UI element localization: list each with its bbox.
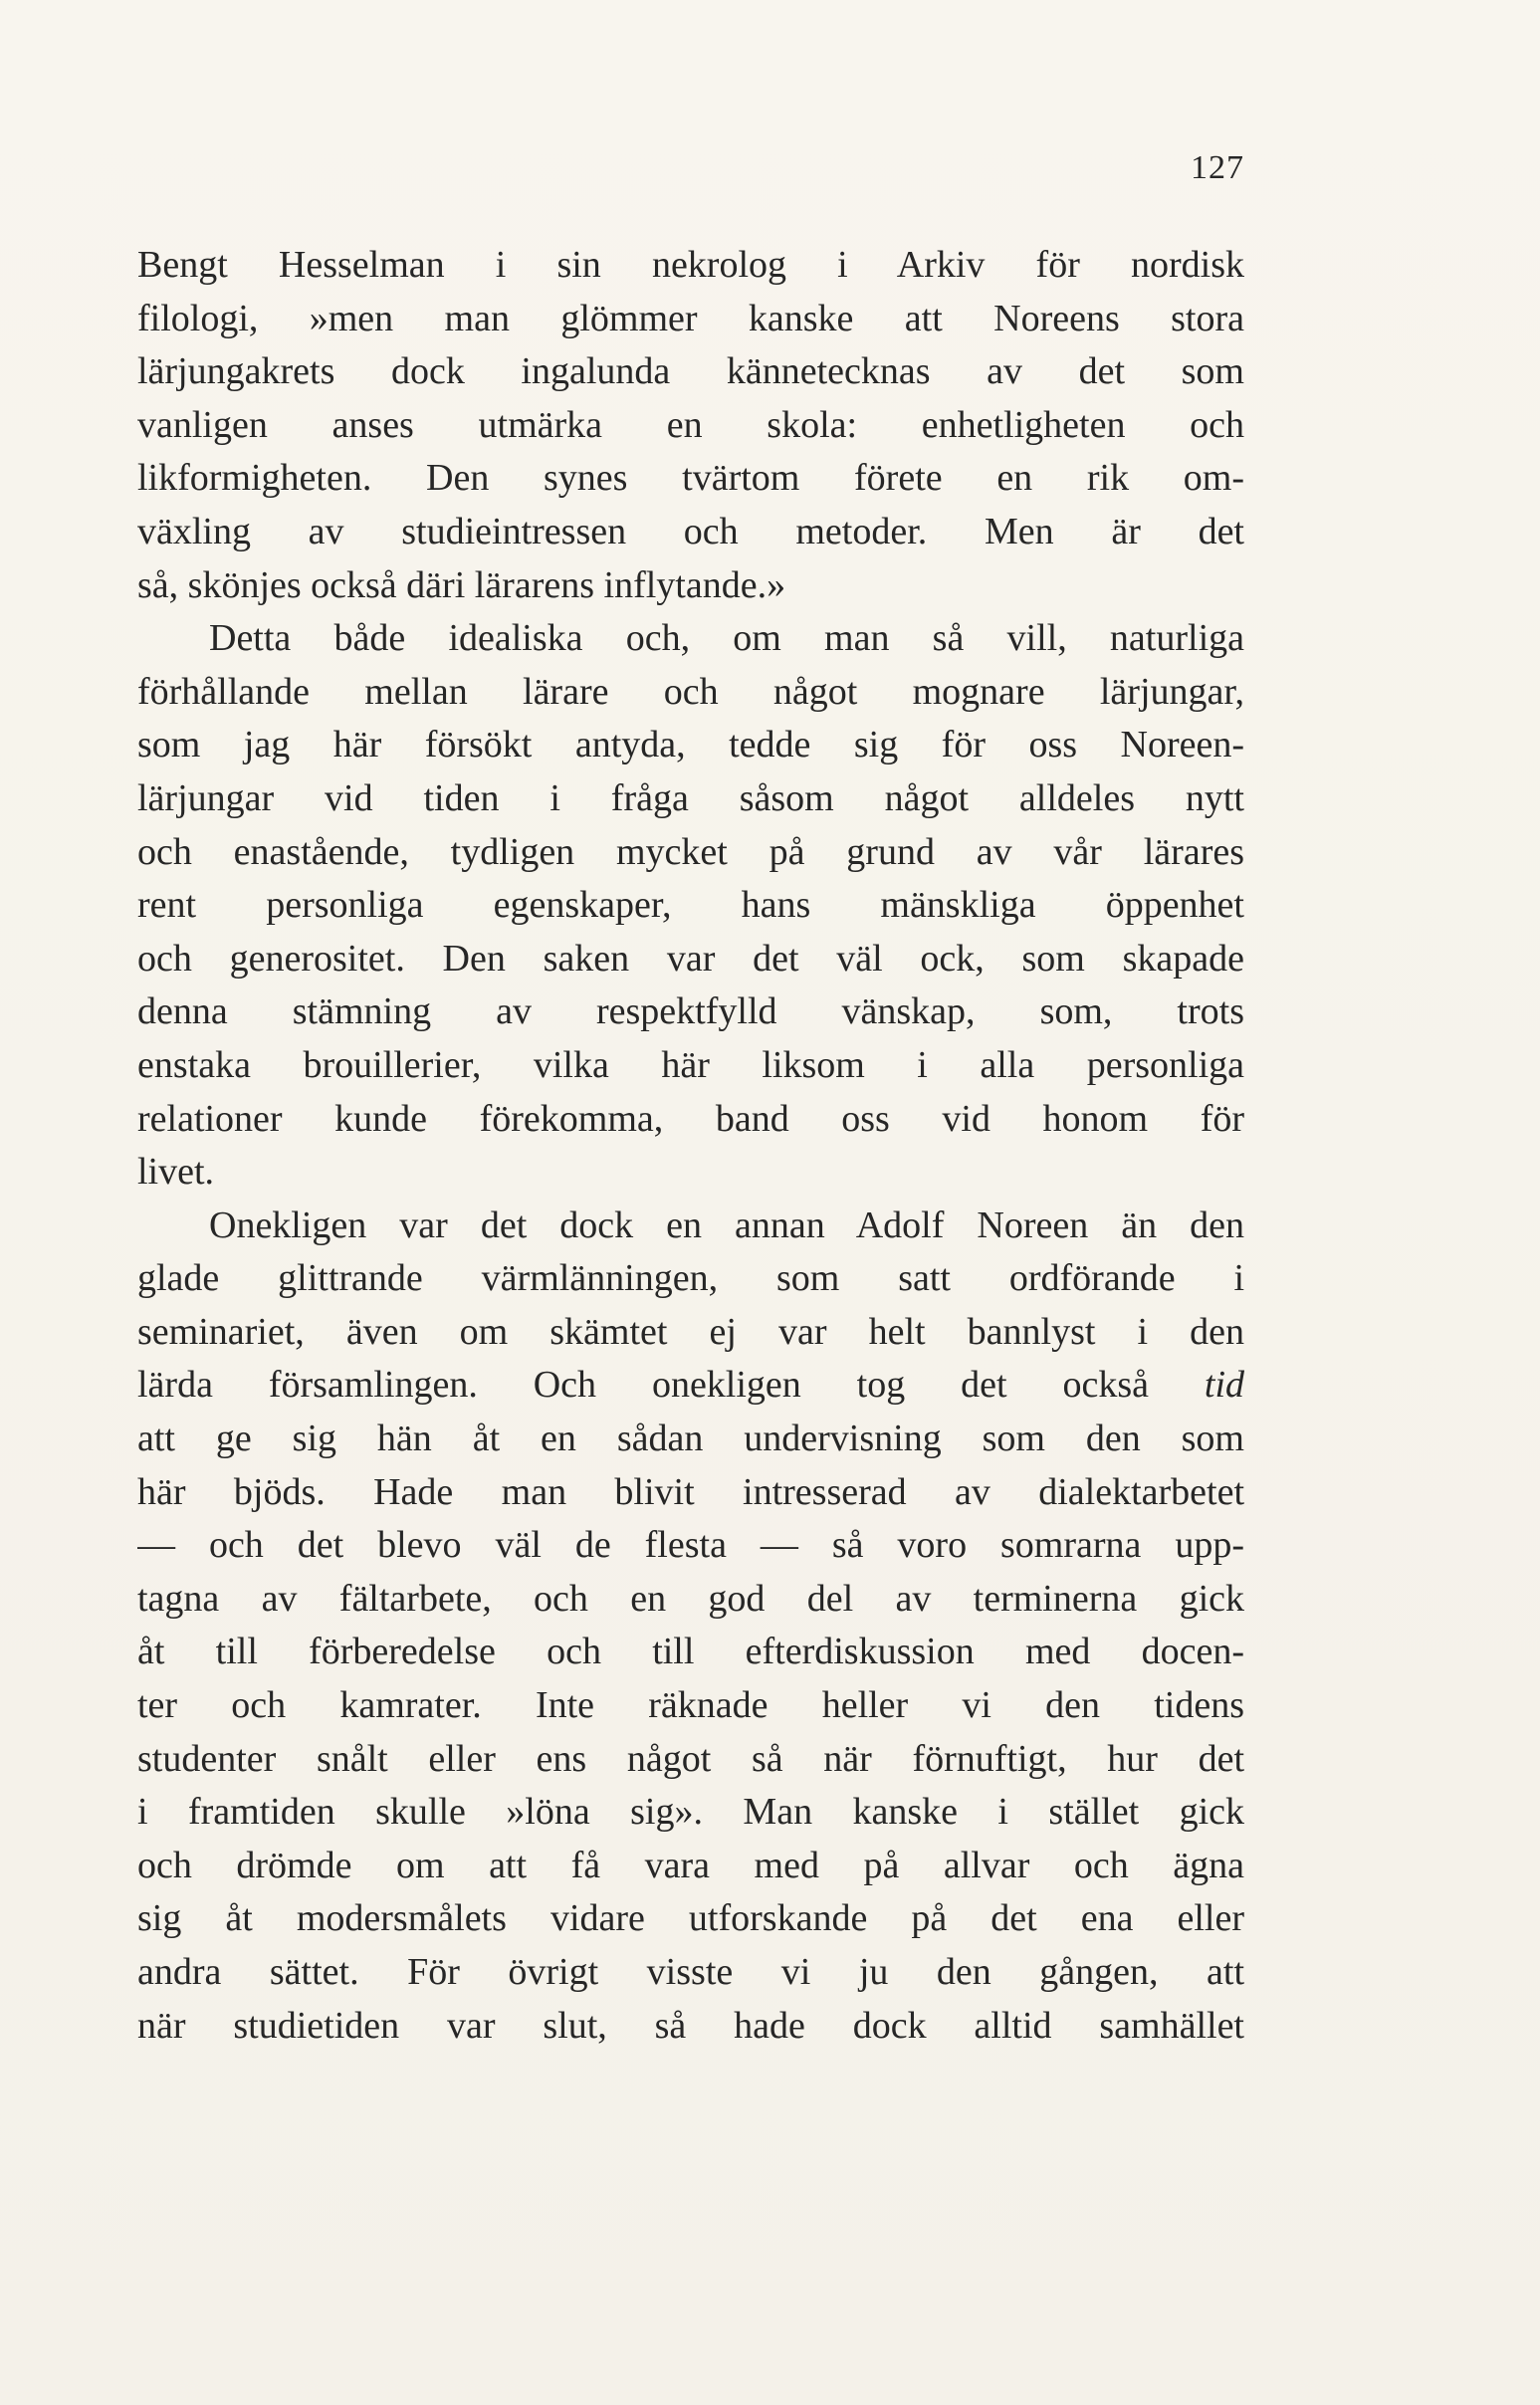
text-line-content: och drömde om att få vara med på allvar och ägna bbox=[137, 1844, 1244, 1886]
text-line-content: åt till förberedelse och till efterdiskussion med docen- bbox=[137, 1631, 1244, 1673]
text-line-content: och enastående, tydligen mycket på grund av vår lärares bbox=[137, 830, 1244, 873]
text-line-content: ter och kamrater. Inte räknade heller vi den tidens bbox=[137, 1684, 1244, 1727]
text-line-content: filologi, »men man glömmer kanske att Noreens stora bbox=[137, 297, 1244, 339]
text-line-content: lärjungar vid tiden i fråga såsom något alldeles nytt bbox=[137, 776, 1244, 819]
text-line-content: seminariet, även om skämtet ej var helt bannlyst i den bbox=[137, 1310, 1244, 1353]
text-line-content: växling av studieintressen och metoder. Men är det bbox=[137, 510, 1244, 552]
text-line bbox=[137, 1573, 1244, 1627]
text-line-content: som jag här försökt antyda, tedde sig för oss Noreen- bbox=[137, 724, 1244, 766]
text-line-content: likformigheten. Den synes tvärtom förete en rik om- bbox=[137, 457, 1244, 500]
text-line bbox=[137, 666, 1244, 720]
text-line bbox=[137, 1146, 1244, 1200]
text-line-content: glade glittrande värmlänningen, som satt ordförande i bbox=[137, 1257, 1244, 1300]
text-line bbox=[137, 985, 1244, 1039]
text-line bbox=[137, 826, 1244, 880]
text-line-content: lärjungakrets dock ingalunda kännetecknas av det som bbox=[137, 350, 1244, 393]
text-line-content: lärda församlingen. Och onekligen tog det också bbox=[137, 1364, 1149, 1407]
text-line-content: — och det blevo väl de flesta — så voro somrarna upp- bbox=[137, 1524, 1244, 1567]
text-line-content: att ge sig hän åt en sådan undervisning som den som bbox=[137, 1418, 1244, 1460]
text-line bbox=[137, 1519, 1244, 1573]
text-line-content: denna stämning av respektfylld vänskap, som, trots bbox=[137, 990, 1244, 1033]
text-line-content: i framtiden skulle »löna sig». Man kanske i stället gick bbox=[137, 1791, 1244, 1834]
text-line bbox=[137, 933, 1244, 986]
text-line bbox=[137, 1733, 1244, 1787]
text-line bbox=[137, 293, 1244, 346]
text-line bbox=[137, 1359, 1244, 1413]
text-line bbox=[137, 719, 1244, 772]
text-line bbox=[137, 506, 1244, 559]
text-line bbox=[137, 239, 1244, 293]
text-line bbox=[137, 345, 1244, 399]
text-line-content: Onekligen var det dock en annan Adolf Noreen än den bbox=[209, 1203, 1244, 1246]
body-text bbox=[137, 239, 1244, 2053]
text-line bbox=[137, 612, 1244, 666]
text-line-content: livet. bbox=[137, 1151, 215, 1194]
page-number: 127 bbox=[1191, 149, 1244, 186]
text-line bbox=[137, 1892, 1244, 1946]
text-line bbox=[137, 1466, 1244, 1520]
text-line-content: vanligen anses utmärka en skola: enhetligheten och bbox=[137, 403, 1244, 446]
text-line-content: Bengt Hesselman i sin nekrolog i Arkiv för nordisk bbox=[137, 244, 1244, 286]
text-line bbox=[137, 559, 1244, 613]
text-line-content: här bjöds. Hade man blivit intresserad av dialektarbetet bbox=[137, 1470, 1244, 1513]
text-line bbox=[137, 1840, 1244, 1893]
text-line-content: enstaka brouillerier, vilka här liksom i alla personliga bbox=[137, 1043, 1244, 1086]
text-line bbox=[137, 772, 1244, 826]
text-line bbox=[137, 1039, 1244, 1093]
text-line-content: rent personliga egenskaper, hans mänskliga öppenhet bbox=[137, 884, 1244, 927]
text-line-content: Detta både idealiska och, om man så vill, naturliga bbox=[209, 617, 1244, 660]
text-line bbox=[137, 1626, 1244, 1679]
text-line bbox=[137, 1946, 1244, 2000]
text-line bbox=[137, 452, 1244, 506]
emphasized-word: tid bbox=[1204, 1364, 1244, 1407]
text-line bbox=[137, 879, 1244, 933]
text-line bbox=[137, 1413, 1244, 1466]
text-line bbox=[137, 1679, 1244, 1733]
text-line bbox=[137, 1306, 1244, 1360]
text-line bbox=[137, 1252, 1244, 1306]
text-line-content: relationer kunde förekomma, band oss vid honom för bbox=[137, 1097, 1244, 1140]
text-line bbox=[137, 2000, 1244, 2054]
text-line-content: och generositet. Den saken var det väl ock, som skapade bbox=[137, 937, 1244, 980]
text-line-content: studenter snålt eller ens något så när förnuftigt, hur det bbox=[137, 1737, 1244, 1780]
text-line bbox=[137, 1786, 1244, 1840]
text-line bbox=[137, 399, 1244, 453]
text-line-content: förhållande mellan lärare och något mognare lärjungar, bbox=[137, 670, 1244, 713]
text-line bbox=[137, 1093, 1244, 1147]
text-line-content: så, skönjes också däri lärarens inflytande.» bbox=[137, 563, 786, 606]
text-line bbox=[137, 1200, 1244, 1253]
text-line-content: tagna av fältarbete, och en god del av terminerna gick bbox=[137, 1577, 1244, 1620]
text-line-content: när studietiden var slut, så hade dock alltid samhället bbox=[137, 2004, 1244, 2047]
text-line-content: andra sättet. För övrigt visste vi ju den gången, att bbox=[137, 1951, 1244, 1993]
text-line-content: sig åt modersmålets vidare utforskande på det ena eller bbox=[137, 1897, 1244, 1940]
